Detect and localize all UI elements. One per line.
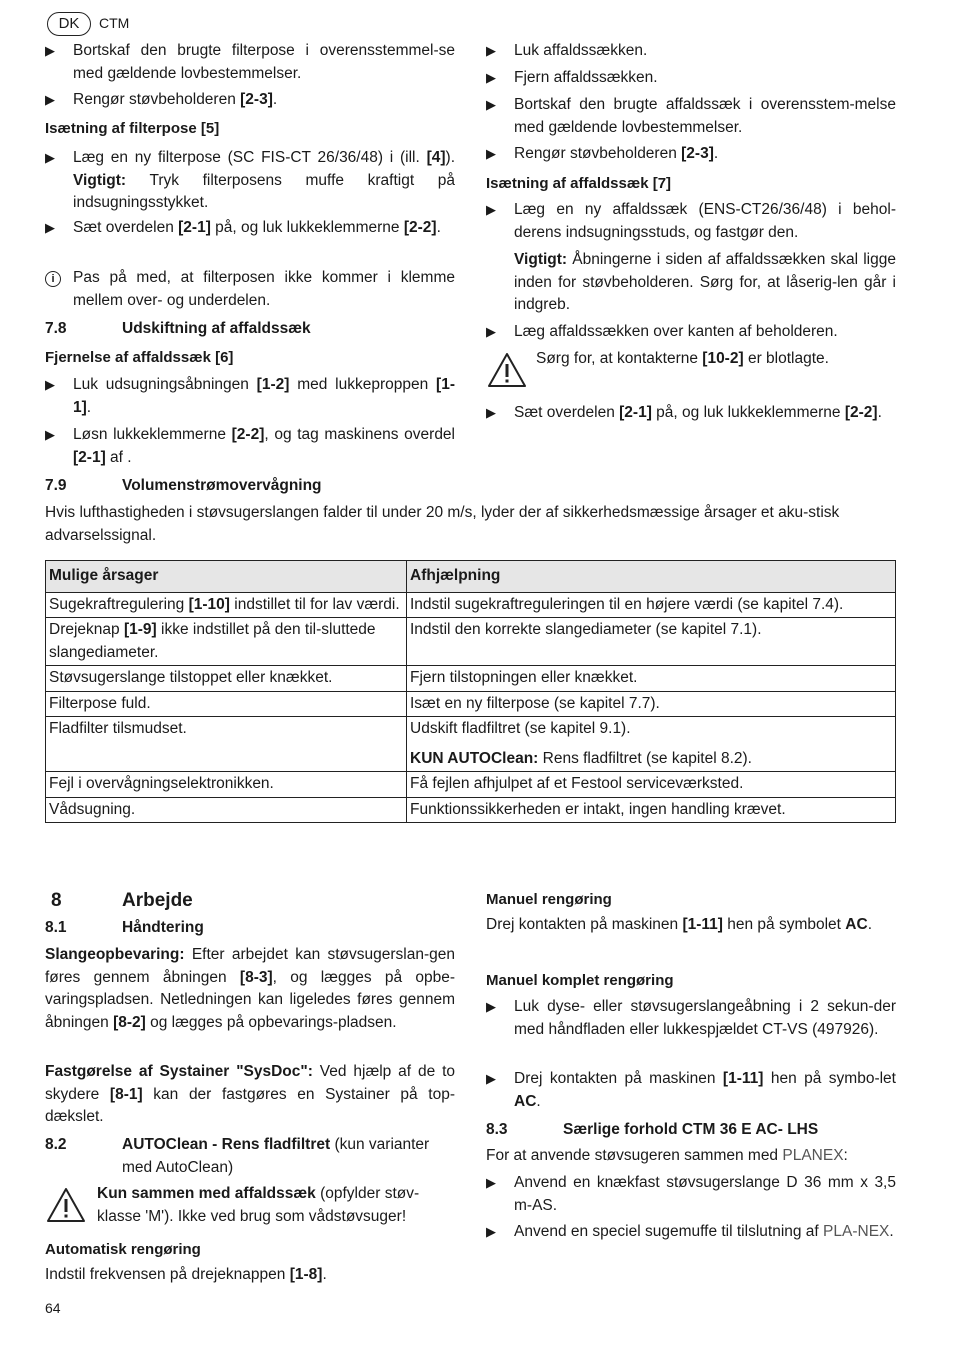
section-number: 7.9: [45, 477, 67, 494]
bullet-icon: ▶: [486, 202, 496, 217]
list-item-text: Luk udsugningsåbningen [1-2] med lukkeproppen [1-1].: [73, 376, 455, 416]
table-row: [46, 666, 896, 692]
list-item: [486, 40, 896, 63]
section-heading: [486, 1119, 896, 1141]
warning-note: [486, 348, 896, 392]
list-item: [486, 1068, 896, 1113]
language-badge: DK: [47, 12, 91, 36]
bullet-icon: ▶: [45, 150, 55, 165]
list-item-text: Drej kontakten på maskinen [1-11] hen på symbo-let AC.: [514, 1070, 896, 1110]
list-item-text: Bortskaf den brugte filterpose i overensstemmel-se med gældende lovbestemmelser.: [73, 42, 455, 82]
list-item-text: Læg affaldssækken over kanten af beholderen.: [514, 323, 838, 340]
table-cell: Funktionssikkerheden er intakt, ingen handling krævet.: [407, 797, 896, 823]
list-item-text: Rengør støvbeholderen [2-3].: [73, 91, 278, 108]
section-heading: [45, 318, 455, 340]
list-item-text: Sæt overdelen [2-1] på, og luk lukkeklemmerne [2-2].: [73, 219, 441, 236]
subheading: Isætning af affaldssæk [7]: [486, 175, 672, 192]
warning-text: Sørg for, at kontakterne [10-2] er blotlagte.: [536, 350, 829, 367]
table-cell: Sugekraftregulering [1-10] indstillet til for lav værdi.: [46, 592, 407, 618]
bullet-icon: ▶: [486, 1071, 496, 1086]
info-text: Pas på med, at filterposen ikke kommer i klemme mellem over- og underdelen.: [73, 269, 455, 309]
bullet-icon: ▶: [486, 999, 496, 1014]
warning-note: [45, 1183, 455, 1229]
paragraph: Fastgørelse af Systainer "SysDoc": Ved hjælp af de to skydere [8-1] kan der fastgøres en Systainer på top-dækslet.: [45, 1063, 456, 1125]
section-number: 8.1: [45, 919, 67, 936]
table-cell: Isæt en ny filterpose (se kapitel 7.7).: [407, 691, 896, 717]
warning-triangle-icon: [487, 352, 527, 388]
important-note: [486, 249, 896, 317]
paragraph: Indstil frekvensen på drejeknappen [1-8].: [45, 1266, 327, 1283]
bullet-icon: ▶: [486, 405, 496, 420]
bullet-icon: ▶: [45, 92, 55, 107]
list-item: [45, 147, 455, 215]
list-item-text: Luk affaldssækken.: [514, 42, 648, 59]
list-item-text: Luk dyse- eller støvsugerslangeåbning i 2 sekun-der med håndfladen eller lukkespjældet CT-VS (497926).: [514, 998, 896, 1038]
table-cell: Indstil den korrekte slangediameter (se kapitel 7.1).: [407, 618, 896, 666]
table-cell: Støvsugerslange tilstoppet eller knækket.: [46, 666, 407, 692]
list-item: [486, 94, 896, 139]
table-row: [46, 691, 896, 717]
section-heading: [45, 1134, 455, 1179]
page-number: 64: [45, 1300, 61, 1316]
list-item: [486, 143, 896, 166]
list-item-text: Bortskaf den brugte affaldssæk i overensstem-melse med gældende lovbestemmelser.: [514, 96, 896, 136]
table-row: [46, 717, 896, 772]
list-item-text: Læg en ny affaldssæk (ENS-CT26/36/48) i behol-derens indsugningsstuds, og fastgør den.: [514, 201, 896, 241]
section-title: Særlige forhold CTM 36 E AC- LHS: [563, 1121, 819, 1138]
note-text: Vigtigt: Åbningerne i siden af affaldssækken skal ligge inden for støvbeholderen. Sørg for, at låserig-len går i indgreb.: [514, 251, 896, 313]
table-row: [46, 797, 896, 823]
table-header-row: [46, 561, 896, 593]
paragraph: Slangeopbevaring: Efter arbejdet kan støvsugerslan-gen føres gennem åbningen [8-3], og lægges på opbe-varingspladsen. Netledningen kan ligeledes føres gennem åbningen [8-2] og lægges på opbevarings-pladsen.: [45, 946, 455, 1031]
list-item: [486, 199, 896, 244]
subheading: Manuel rengøring: [486, 891, 612, 908]
table-cell: Vådsugning.: [46, 797, 407, 823]
list-item: [45, 374, 455, 419]
warning-text: Kun sammen med affaldssæk (opfylder støv-klasse 'M'). Ikke ved brug som vådstøvsuger!: [97, 1185, 420, 1225]
list-item-text: Rengør støvbeholderen [2-3].: [514, 145, 719, 162]
subheading: Fjernelse af affaldssæk [6]: [45, 349, 234, 366]
section-title: Volumenstrømovervågning: [122, 477, 322, 494]
column-header: Afhjælpning: [407, 561, 896, 593]
list-item: [486, 1172, 896, 1217]
info-icon: i: [45, 271, 61, 287]
section-number: 8.3: [486, 1121, 508, 1138]
section-heading: [45, 475, 896, 497]
section-title: Håndtering: [122, 919, 204, 936]
table-row: [46, 618, 896, 666]
chapter-heading: [45, 888, 455, 914]
troubleshooting-table: [45, 560, 896, 823]
list-item: [486, 402, 896, 425]
list-item: [486, 321, 896, 344]
table-cell: [407, 717, 896, 772]
list-item: [486, 67, 896, 90]
bullet-icon: ▶: [45, 377, 55, 392]
section-number: 7.8: [45, 320, 67, 337]
section-heading: [45, 917, 455, 939]
bullet-icon: ▶: [486, 70, 496, 85]
cell-line: KUN AUTOClean: Rens fladfiltret (se kapitel 8.2).: [410, 749, 752, 767]
table-row: [46, 772, 896, 798]
list-item: [45, 217, 455, 240]
bullet-icon: ▶: [486, 43, 496, 58]
bullet-icon: ▶: [486, 324, 496, 339]
cell-line: Udskift fladfiltret (se kapitel 9.1).: [410, 720, 631, 737]
list-item-text: Fjern affaldssækken.: [514, 69, 658, 86]
list-item: [486, 1221, 896, 1244]
table-cell: Få fejlen afhjulpet af et Festool serviceværksted.: [407, 772, 896, 798]
subheading: Automatisk rengøring: [45, 1241, 201, 1258]
table-cell: Indstil sugekraftreguleringen til en højere værdi (se kapitel 7.4).: [407, 592, 896, 618]
subheading: Isætning af filterpose [5]: [45, 120, 220, 137]
bullet-icon: ▶: [45, 220, 55, 235]
bullet-icon: ▶: [486, 1175, 496, 1190]
list-item-text: Sæt overdelen [2-1] på, og luk lukkeklemmerne [2-2].: [514, 404, 882, 421]
section-number: 8.2: [45, 1136, 67, 1153]
list-item: [45, 89, 455, 112]
section-paragraph: Hvis lufthastigheden i støvsugerslangen falder til under 20 m/s, lyder der af sikkerhedsmæssige årsager et aku-stisk advarselssignal.: [45, 504, 840, 544]
table-row: [46, 592, 896, 618]
bullet-icon: ▶: [486, 97, 496, 112]
warning-triangle-icon: [46, 1187, 86, 1223]
table-cell: Fejl i overvågningselektronikken.: [46, 772, 407, 798]
table-cell: Fladfilter tilsmudset.: [46, 717, 407, 772]
list-item-text: Anvend en knækfast støvsugerslange D 36 mm x 3,5 m-AS.: [514, 1174, 896, 1214]
bullet-icon: ▶: [486, 146, 496, 161]
bullet-icon: ▶: [45, 427, 55, 442]
info-note: [45, 267, 455, 312]
subheading: Manuel komplet rengøring: [486, 972, 674, 989]
column-header: Mulige årsager: [46, 561, 407, 593]
paragraph: For at anvende støvsugeren sammen med PLANEX:: [486, 1147, 848, 1164]
table-cell: Fjern tilstopningen eller knækket.: [407, 666, 896, 692]
section-title: Udskiftning af affaldssæk: [122, 320, 311, 337]
model-label: CTM: [99, 15, 130, 31]
bullet-icon: ▶: [486, 1224, 496, 1239]
table-cell: Filterpose fuld.: [46, 691, 407, 717]
section-title: AUTOClean - Rens fladfiltret (kun varianter med AutoClean): [122, 1136, 430, 1176]
list-item-text: Anvend en speciel sugemuffe til tilslutning af PLA-NEX.: [514, 1223, 894, 1240]
paragraph: Drej kontakten på maskinen [1-11] hen på symbolet AC.: [486, 916, 872, 933]
list-item-text: Løsn lukkeklemmerne [2-2], og tag maskinens overdel [2-1] af .: [73, 426, 455, 466]
list-item-text: Læg en ny filterpose (SC FIS-CT 26/36/48) i (ill. [4]). Vigtigt: Tryk filterposens muffe kraftigt på indsugningsstykket.: [73, 149, 455, 211]
bullet-icon: ▶: [45, 43, 55, 58]
list-item: [486, 996, 896, 1041]
chapter-number: 8: [51, 890, 62, 911]
chapter-title: Arbejde: [122, 890, 193, 911]
list-item: [45, 424, 455, 469]
list-item: [45, 40, 455, 85]
table-cell: Drejeknap [1-9] ikke indstillet på den til-sluttede slangediameter.: [46, 618, 407, 666]
